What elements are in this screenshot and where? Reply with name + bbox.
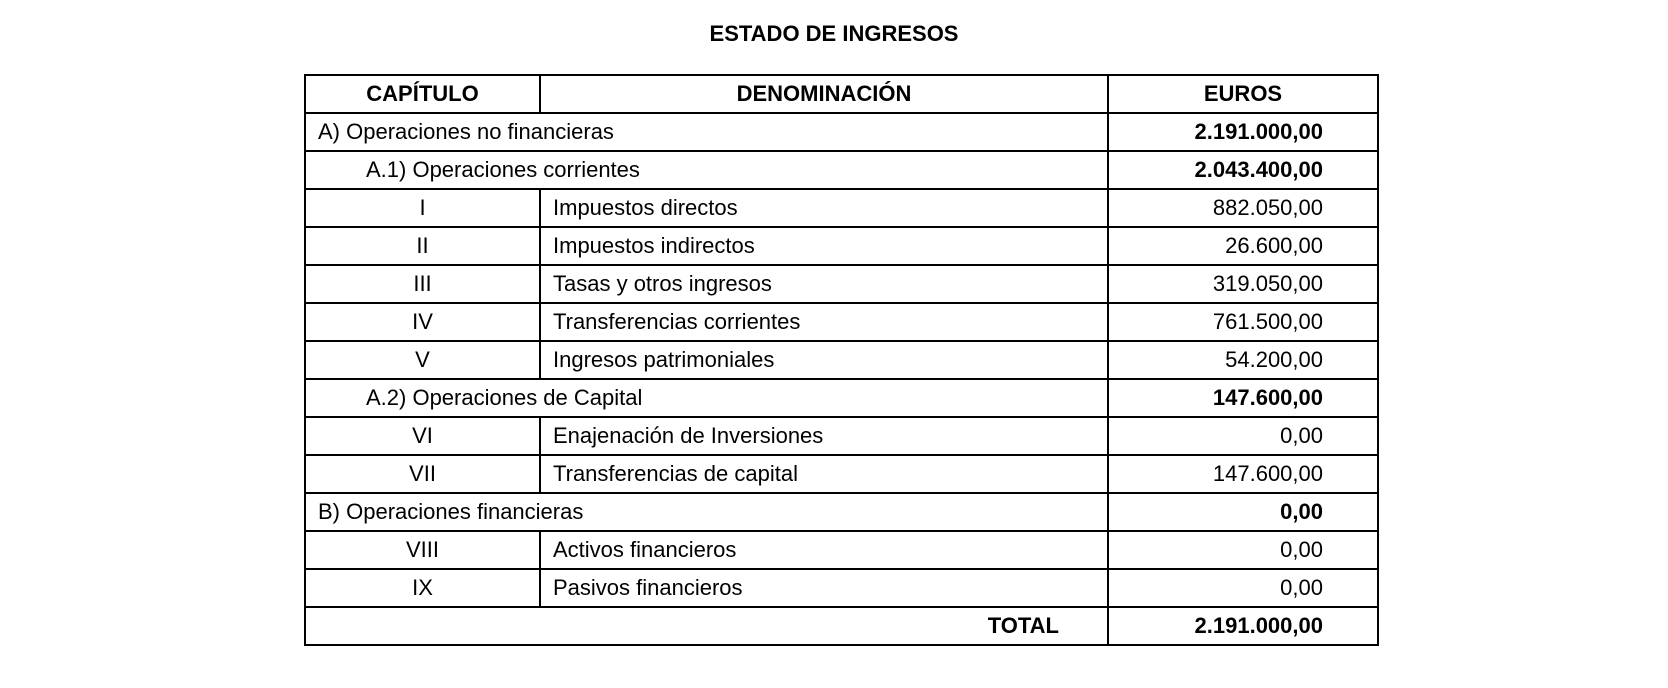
denominacion-cell: Ingresos patrimoniales: [540, 341, 1108, 379]
header-euros: EUROS: [1108, 75, 1378, 113]
section-row: [305, 113, 1378, 151]
subsection-row: [305, 379, 1378, 417]
euros-cell: 761.500,00: [1108, 303, 1378, 341]
euros-cell: 26.600,00: [1108, 227, 1378, 265]
table-header: [305, 75, 1378, 113]
page-title: ESTADO DE INGRESOS: [709, 21, 959, 46]
subsection-euros: 147.600,00: [1108, 379, 1378, 417]
denominacion-cell: Tasas y otros ingresos: [540, 265, 1108, 303]
section-label: B) Operaciones financieras: [305, 493, 1108, 531]
table-row: [305, 417, 1378, 455]
denominacion-cell: Transferencias corrientes: [540, 303, 1108, 341]
table-row: [305, 455, 1378, 493]
table-row: [305, 569, 1378, 607]
euros-cell: 147.600,00: [1108, 455, 1378, 493]
euros-cell: 0,00: [1108, 531, 1378, 569]
subsection-label: A.2) Operaciones de Capital: [305, 379, 1108, 417]
euros-cell: 882.050,00: [1108, 189, 1378, 227]
denominacion-cell: Enajenación de Inversiones: [540, 417, 1108, 455]
table-row: [305, 227, 1378, 265]
header-capitulo: CAPÍTULO: [305, 75, 540, 113]
header-denominacion: DENOMINACIÓN: [540, 75, 1108, 113]
denominacion-cell: Activos financieros: [540, 531, 1108, 569]
subsection-euros: 2.043.400,00: [1108, 151, 1378, 189]
header-row: [305, 75, 1378, 113]
section-euros: 2.191.000,00: [1108, 113, 1378, 151]
capitulo-cell: VII: [305, 455, 540, 493]
denominacion-cell: Pasivos financieros: [540, 569, 1108, 607]
euros-cell: 54.200,00: [1108, 341, 1378, 379]
capitulo-cell: VI: [305, 417, 540, 455]
denominacion-cell: Transferencias de capital: [540, 455, 1108, 493]
capitulo-cell: V: [305, 341, 540, 379]
capitulo-cell: I: [305, 189, 540, 227]
total-euros: 2.191.000,00: [1108, 607, 1378, 645]
table-row: [305, 531, 1378, 569]
capitulo-cell: IV: [305, 303, 540, 341]
euros-cell: 0,00: [1108, 569, 1378, 607]
section-euros: 0,00: [1108, 493, 1378, 531]
subsection-label: A.1) Operaciones corrientes: [305, 151, 1108, 189]
section-label: A) Operaciones no financieras: [305, 113, 1108, 151]
table-row: [305, 265, 1378, 303]
table-body: [305, 113, 1378, 645]
table-row: [305, 341, 1378, 379]
capitulo-cell: II: [305, 227, 540, 265]
table-row: [305, 189, 1378, 227]
euros-cell: 319.050,00: [1108, 265, 1378, 303]
capitulo-cell: IX: [305, 569, 540, 607]
denominacion-cell: Impuestos directos: [540, 189, 1108, 227]
denominacion-cell: Impuestos indirectos: [540, 227, 1108, 265]
table-row: [305, 303, 1378, 341]
total-row: [305, 607, 1378, 645]
subsection-row: [305, 151, 1378, 189]
income-table: [304, 74, 1379, 646]
capitulo-cell: VIII: [305, 531, 540, 569]
section-row: [305, 493, 1378, 531]
euros-cell: 0,00: [1108, 417, 1378, 455]
capitulo-cell: III: [305, 265, 540, 303]
total-label: TOTAL: [305, 607, 1108, 645]
